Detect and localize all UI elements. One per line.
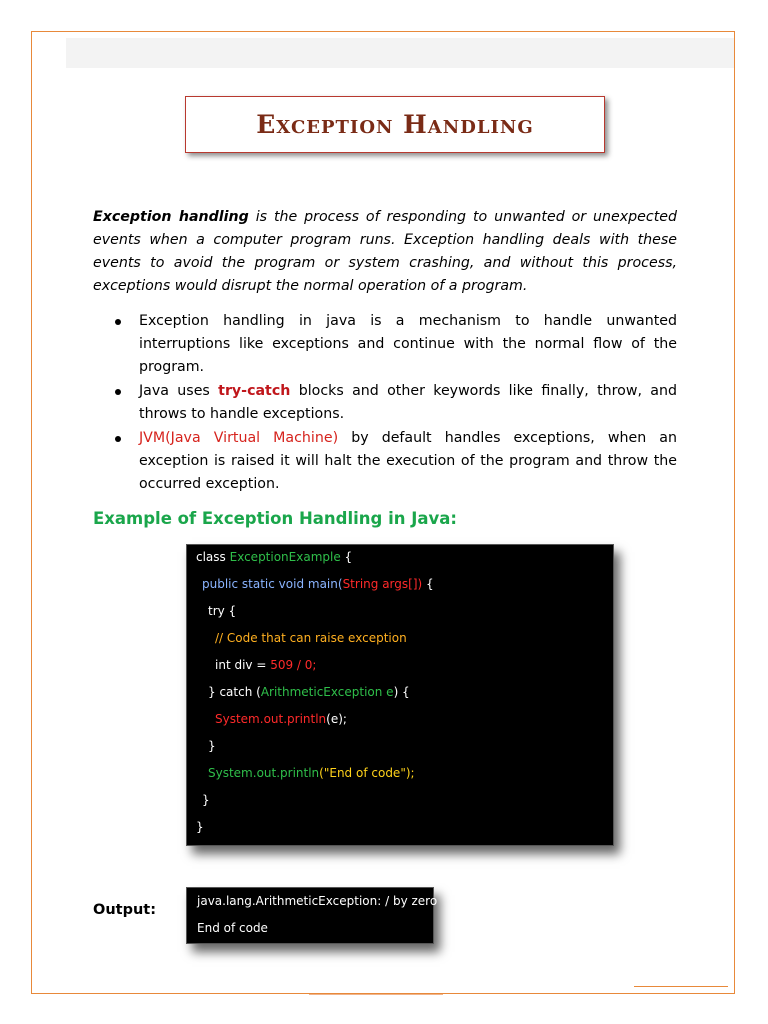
list-item (93, 427, 677, 496)
intro-text: is the process of responding to unwanted or unexpected events when a computer program runs. Exception handling deals with these events to avoid the program or system crashing, and without this process, exceptions would disrupt the normal operation of a program. (93, 209, 677, 294)
output-block (186, 887, 438, 944)
bullet-icon (115, 436, 121, 442)
footer-divider (634, 986, 728, 987)
header-band (66, 38, 734, 68)
bullet-highlight: JVM(Java Virtual Machine) (139, 430, 339, 446)
code-line: System.out.println("End of code"); (208, 766, 415, 780)
code-line: } (196, 820, 204, 834)
code-line: int div = 509 / 0; (215, 658, 317, 672)
code-line: try { (208, 604, 237, 618)
list-item (93, 380, 677, 426)
code-block (186, 544, 614, 846)
section-heading: Example of Exception Handling in Java: (93, 509, 457, 528)
bullet-text-post: blocks and other keywords like finally, throw, and throws to handle exceptions. (139, 383, 677, 422)
bullet-text-pre: Java uses (139, 383, 219, 399)
intro-term: Exception handling (93, 209, 249, 225)
output-label: Output: (93, 902, 157, 918)
code-line: } catch (ArithmeticException e) { (208, 685, 410, 699)
bullet-highlight: try-catch (218, 383, 291, 399)
title-box (185, 96, 605, 153)
list-item (93, 310, 677, 379)
code-line: public static void main(String args[]) { (202, 577, 434, 591)
code-comment: // Code that can raise exception (215, 631, 407, 645)
output-line: java.lang.ArithmeticException: / by zero (197, 894, 438, 908)
bullet-icon (115, 389, 121, 395)
output-line: End of code (197, 921, 268, 935)
bullet-text-post: by default handles exceptions, when an exception is raised it will halt the execution of the program and throw the occurred exception. (139, 430, 677, 492)
code-line: } (208, 739, 216, 753)
page-title: Exception Handling (256, 110, 534, 139)
bullet-text: Exception handling in java is a mechanism to handle unwanted interruptions like exceptions and continue with the normal flow of the program. (139, 313, 677, 375)
intro-paragraph (93, 206, 677, 298)
code-line: System.out.println(e); (215, 712, 347, 726)
bullet-icon (115, 319, 121, 325)
code-line: class ExceptionExample { (196, 550, 353, 564)
footer-divider (309, 994, 443, 995)
code-line: } (202, 793, 210, 807)
bullet-list (93, 310, 677, 497)
